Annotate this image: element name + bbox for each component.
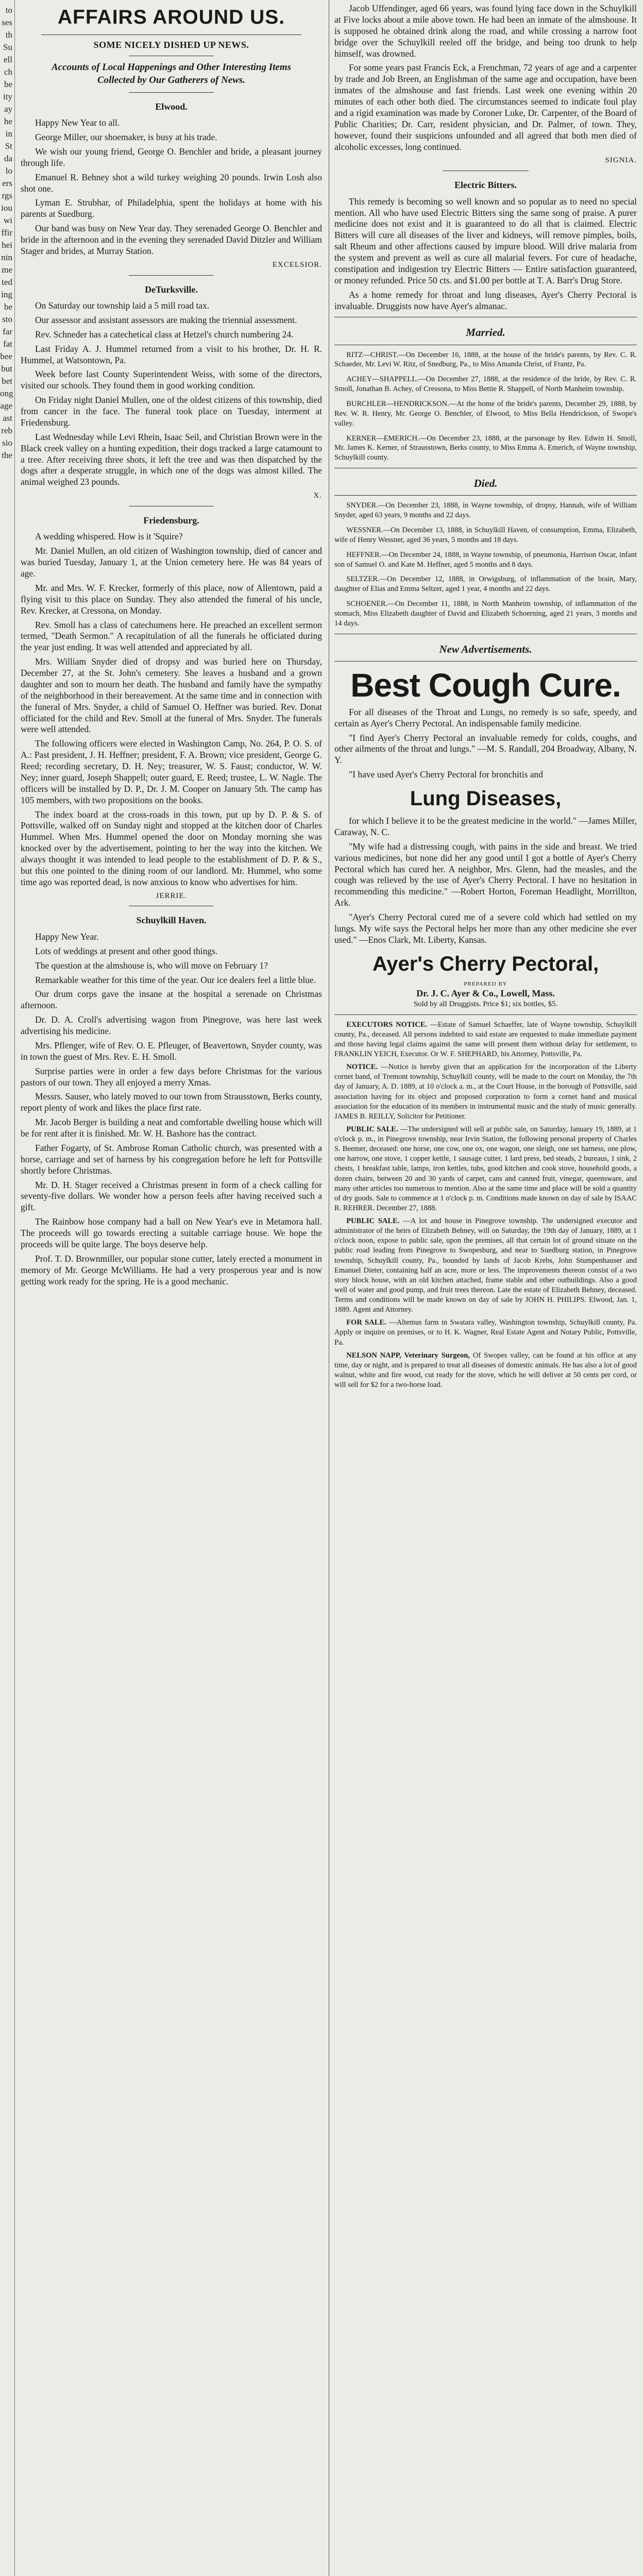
notice-lead: FOR SALE.	[346, 1318, 386, 1327]
paragraph: Week before last County Superintendent Weiss, with some of the directors, visited our schools. They found them in good working condition.	[21, 369, 322, 391]
paragraph: This remedy is becoming so well known and so popular as to need no special mention. All who have used Electric Bitters sing the same song of praise. A purer medicine does not exist and it is guaranteed to do all that is claimed. Electric Bitters will cure all diseases of the liver and kidneys, will remove pimples, boils, salt Rheum and other affections caused by impure blood. Will drive malaria from the system and prevent as well as cure all malarial fevers. For cure of headache, constipation and indigestion try Electric Bitters — Entire satisfaction guaranteed, or money refunded. Price 50 cts. and $1.00 per bottle at T. A. Barr's Drug Store.	[334, 196, 637, 285]
paragraph: George Miller, our shoemaker, is busy at his trade.	[35, 132, 217, 142]
gutter-fragment: fat	[3, 339, 12, 349]
notice-text: —Notice is hereby given that an application for the incorporation of the Liberty cornet band, of Tremont township, Schuylkill county, will be made to the court on Monday, the 7th day of January, A. D. 1889, at 10 o'clock a. m., at the Court House, in the borough of Pottsville, said association having for its object and proposed corporation to form a cornet band and musical association for the education of its members in instrumental music and the study of music generally. JAMES B. REILLY, Solicitor for Petitioner.	[334, 1063, 637, 1121]
paragraph: Surprise parties were in order a few days before Christmas for the various pastors of our town. They all enjoyed a merry Xmas.	[21, 1065, 322, 1088]
signature-deturksville: X.	[313, 492, 322, 500]
notice-lead: NELSON NAPP, Veterinary Surgeon,	[346, 1351, 470, 1360]
paragraph: Mrs. William Snyder died of dropsy and was buried here on Thursday, December 27, at the St. John's cemetery. She leaves a husband and a grown daughter and son to mourn her death. The husband and family have the sympathy of the neighborhood in their bereavement. At the same time and in connection with the funeral of Mrs. Snyder, a child of Samuel O. Heffner was buried. Rev. Donat officiated for the child and Rev. Smoll at the funeral of Mrs. Snyder. The funerals were well attended.	[21, 656, 322, 735]
section-heading-electric-bitters: Electric Bitters.	[454, 180, 517, 191]
legal-notice	[334, 1062, 637, 1122]
ad-title: Best Cough Cure.	[350, 666, 621, 704]
gutter-fragment: wi	[4, 215, 12, 225]
notice-text: Of Swopes valley, can be found at his office at any time, day or night, and is prepared to treat all diseases of domestic animals. He has also a lot of good walnut, white and fire wood, cut ready for the stove, which he will deliver at 50 cents per cord, or will sell for $2 for a two-horse load.	[334, 1351, 637, 1389]
ad-paras	[334, 707, 637, 781]
legal-notice	[334, 1020, 637, 1060]
section-heading-deturksville: DeTurksville.	[145, 284, 198, 295]
column-left	[21, 0, 322, 2576]
section-heading-friedensburg: Friedensburg.	[143, 515, 199, 526]
paragraph: "My wife had a distressing cough, with pains in the side and breast. We tried various medicines, but none did her any good until I got a bottle of Ayer's Cherry Pectoral which has cured her. A neighbor, Mrs. Glenn, had the measles, and the cough was relieved by the use of Ayer's Cherry Pectoral. I have no hesitation in recommending this medicine." —Robert Horton, Foreman Headlight, Morrillton, Ark.	[334, 841, 637, 908]
gutter-fragment: be	[4, 79, 12, 89]
gutter-fragment: ses	[2, 18, 12, 27]
signature-friedensburg: JERRIE.	[156, 891, 187, 900]
gutter-fragment: me	[2, 265, 12, 275]
ad-sold: Sold by all Druggists. Price $1; six bottles, $5.	[413, 999, 558, 1008]
gutter-fragment: ast	[3, 413, 12, 423]
section-heading-schuylkill-haven: Schuylkill Haven.	[136, 915, 207, 926]
paragraph: Lyman E. Strubhar, of Philadelphia, spent the holidays at home with his parents at Suedburg.	[21, 197, 322, 219]
signature-signia: SIGNIA.	[605, 156, 637, 165]
gutter-fragment: rgs	[2, 191, 12, 200]
paragraph: for which I believe it to be the greatest medicine in the world." —James Miller, Caraway, N. C.	[334, 816, 637, 837]
married-list	[334, 350, 637, 463]
paragraph: Dr. D. A. Croll's advertising wagon from Pinegrove, was here last week advertising his medicine.	[21, 1014, 322, 1036]
gutter-fragment: th	[5, 30, 12, 40]
gutter-fragment: bet	[2, 376, 12, 386]
subhead: SOME NICELY DISHED UP NEWS.	[93, 39, 249, 50]
intro-deck: Accounts of Local Happenings and Other Interesting Items Collected by Our Gatherers of News.	[51, 62, 292, 86]
paragraph: "I have used Ayer's Cherry Pectoral for bronchitis and	[349, 769, 544, 780]
gutter-fragment: ffir	[1, 228, 12, 238]
signature-elwood: EXCELSIOR.	[272, 260, 322, 269]
section-heading-married: Married.	[466, 326, 505, 339]
paragraph: KERNER—EMERICH.—On December 23, 1888, at the parsonage by Rev. Edwin H. Smoll, Mr. James K. Kerner, of Strausstown, Berks county, to Miss Emma A. Emerich, of Wayne township, Schuylkill county.	[334, 434, 637, 462]
gutter-fragment: iou	[1, 203, 12, 213]
paragraph: Father Fogarty, of St. Ambrose Roman Catholic church, was presented with a horse, carriage and set of harness by his congregation before he left for Pottsville shortly before Christmas.	[21, 1142, 322, 1176]
gutter-fragment: but	[1, 364, 12, 374]
paragraph: "I find Ayer's Cherry Pectoral an invaluable remedy for colds, coughs, and other ailments of the throat and lungs." —M. S. Randall, 204 Broadway, Albany, N. Y.	[334, 732, 637, 766]
paragraph: Mrs. Pflenger, wife of Rev. O. E. Pfleuger, of Beavertown, Snyder county, was in town the guest of Mrs. Rev. E. H. Smoll.	[21, 1040, 322, 1062]
legal-notice	[334, 1318, 637, 1347]
paragraph: The Rainbow hose company had a ball on New Year's eve in Metamora hall. The proceeds will go towards erecting a suitable carriage house. We hope the proceeds will be quite large. The boys deserve help.	[21, 1216, 322, 1249]
ad-prepared-by: PREPARED BY	[464, 980, 507, 987]
elwood-paras	[21, 117, 322, 257]
gutter-fragment: ity	[3, 92, 12, 101]
paragraph: The following officers were elected in Washington Camp, No. 264, P. O. S. of A.: Past president, J. H. Heffner; president, F. A. Brown; vice president, George G. Reed; recording secretary, D. H. Ney; treasurer, W. S. Faust; conductor, W. W. Ney; inner guard, Joseph Shappell; outer guard, E. Reed; trustee, L. W. Nagle. The officers will be installed by D. P., Dr. J. M. Cooper on January 5th. The camp has 105 members, with two propositions on the books.	[21, 738, 322, 805]
section-heading-elwood: Elwood.	[155, 101, 188, 112]
paragraph: ACHEY—SHAPPELL.—On December 27, 1888, at the residence of the bride, by Rev. C. R. Smoll, Jonathan B. Achey, of Cressona, to Miss Bettie R. Shappell, of North Manheim township.	[334, 375, 637, 394]
gutter-fragment: nin	[1, 252, 12, 262]
legal-notice	[334, 1216, 637, 1315]
paragraph: Our assessor and assistant assessors are making the triennial assessment.	[35, 314, 297, 325]
gutter-fragment: sto	[2, 314, 12, 324]
column-right	[329, 0, 637, 2576]
paragraph: Rev. Smoll has a class of catechumens here. He preached an excellent sermon termed, "Death Sermon." A recapitulation of all the funerals he officiated during the year just ending. It was well attended and appreciated by all.	[21, 619, 322, 653]
gutter-fragment: da	[4, 154, 12, 163]
paragraph: The question at the almshouse is, who will move on February 1?	[35, 960, 268, 971]
paragraph: Mr. D. H. Stager received a Christmas present in form of a check calling for seventy-five dollars. We wonder how a person feels after having received such a gift.	[21, 1179, 322, 1213]
schuylkill-haven-paras	[21, 931, 322, 1287]
paragraph: Happy New Year.	[35, 931, 99, 942]
gutter-fragment: far	[3, 327, 12, 336]
gutter-fragment: Su	[3, 42, 12, 52]
gutter-fragment: ay	[4, 104, 12, 114]
gutter-fragment: in	[5, 129, 12, 139]
paragraph: Mr. Daniel Mullen, an old citizen of Washington township, died of cancer and was buried Tuesday, January 1, at the Union cemetery here. He was 84 years of age.	[21, 546, 322, 579]
section-heading-new-advertisements: New Advertisements.	[439, 642, 532, 655]
masthead: AFFAIRS AROUND US.	[57, 6, 285, 28]
paragraph: BURCHLER—HENDRICKSON.—At the home of the bride's parents, December 29, 1888, by Rev. W. R. Henry, Mr. George O. Benchler, of Elwood, to Miss Bella Hendrickson, of Swope's valley.	[334, 400, 637, 428]
friedensburg-paras	[21, 531, 322, 888]
paragraph: The index board at the cross-roads in this town, put up by D. P. & S. of Pottsville, walked off on Sunday night and stopped at the kitchen door of Charles Hummel. When Mrs. Hummel opened the door on Monday morning she was knocked over by the advertisement, pointing to her the way into the kitchen. We always thought it was intended to lead people to the establishment of D. P. & S., but this one pointed to the dining room of our landlord. Mr. Hummel, who some time ago was reported dead, is now anxious to know who advertises for him.	[21, 809, 322, 887]
paragraph: Rev. Schneder has a catechetical class at Hetzel's church numbering 24.	[35, 329, 294, 340]
paragraph: Our band was busy on New Year day. They serenaded George O. Benchler and bride in the afternoon and in the evening they serenaded David Ditzler and William Stager and brides, at Murray Station.	[21, 223, 322, 256]
gutter-fragment: ers	[2, 178, 12, 188]
gutter-fragment: ch	[4, 67, 12, 77]
died-list	[334, 501, 637, 628]
paragraph: Mr. and Mrs. W. F. Krecker, formerly of this place, now of Allentown, paid a flying visit to this place on Sunday. They also attended the funeral of his uncle, Rev. Krecker, at Cressona, on Monday.	[21, 582, 322, 616]
gutter-fragment: sio	[2, 438, 12, 448]
legal-notice	[334, 1351, 637, 1391]
paragraph: As a home remedy for throat and lung diseases, Ayer's Cherry Pectoral is invaluable. Druggists now have Ayer's almanac.	[334, 289, 637, 311]
notice-text: —Altemus farm in Swatara valley, Washington township, Schuylkill county, Pa. Apply or inquire on premises, or to H. K. Wagner, Real Estate Agent and Notary Public, Pottsville, Pa.	[334, 1318, 637, 1347]
ad-subhead-pectoral: Ayer's Cherry Pectoral,	[372, 952, 599, 975]
gutter-fragment: he	[4, 116, 12, 126]
gutter-fragment: ted	[2, 277, 12, 287]
paragraph: Lots of weddings at present and other good things.	[35, 945, 218, 956]
legal-notices	[334, 1020, 637, 1391]
left-gutter-fragments	[0, 0, 15, 2576]
gutter-fragment: ell	[4, 55, 12, 64]
gutter-fragment: ing	[1, 290, 12, 299]
paragraph: Jacob Uffendinger, aged 66 years, was found lying face down in the Schuylkill at Five locks about a mile above town. He had been an inmate of the almshouse. It is supposed he obtained drink along the road, and while crossing a narrow foot bridge over the Schuylkill reeled off the bridge, and being too drunk to help himself, was drowned.	[334, 3, 637, 59]
gutter-fragment: be	[4, 302, 12, 312]
notice-lead: NOTICE.	[346, 1063, 378, 1072]
electric-paras	[334, 196, 637, 312]
opening-paras	[334, 3, 637, 152]
ad-paras-2	[334, 816, 637, 946]
gutter-fragment: the	[2, 450, 12, 460]
paragraph: On Friday night Daniel Mullen, one of the oldest citizens of this township, died from cancer in the face. The funeral took place on Tuesday, interment at Friedensburg.	[21, 395, 322, 428]
paragraph: Happy New Year to all.	[35, 117, 120, 128]
gutter-fragment: reb	[1, 426, 12, 435]
paragraph: Remarkable weather for this time of the year. Our ice dealers feel a little blue.	[35, 974, 316, 985]
legal-notice	[334, 1125, 637, 1213]
gutter-fragment: St	[5, 141, 12, 151]
notice-lead: PUBLIC SALE.	[346, 1125, 398, 1133]
ad-firm: Dr. J. C. Ayer & Co., Lowell, Mass.	[416, 988, 555, 999]
paragraph: HEFFNER.—On December 24, 1888, in Wayne township, of pneumonia, Harrison Oscar, infant son of Samuel O. and Kate M. Heffner, aged 5 months and 8 days.	[334, 550, 637, 569]
paragraph: SCHOENER.—On December 11, 1888, in North Manheim township, of inflammation of the stomach, Miss Elizabeth daughter of David and Elizabeth Schoerning, aged 21 years, 3 months and 14 days.	[334, 600, 637, 628]
paragraph: For all diseases of the Throat and Lungs, no remedy is so safe, speedy, and certain as Ayer's Cherry Pectoral. An indispensable family medicine.	[334, 706, 637, 728]
paragraph: We wish our young friend, George O. Benchler and bride, a pleasant journey through life.	[21, 146, 322, 168]
paragraph: A wedding whispered. How is it 'Squire?	[35, 531, 183, 542]
paragraph: Last Wednesday while Levi Rhein, Isaac Seil, and Christian Brown were in the Black creek valley on a hunting expedition, their dogs tracked a large catamount to a tree. After receiving three shots, it left the tree and was then dispatched by the dogs after a desperate struggle, in which one of the dogs was almost killed. The animal weighed 23 pounds.	[21, 431, 322, 487]
notice-text: —The undersigned will sell at public sale, on Saturday, January 19, 1889, at 1 o'clock p. m., in Pinegrove township, near Irvin Station, the following personal property of Charles S. Beemer, deceased: one horse, one cow, one ox, one wagon, one sleigh, one set harness, one plow, one harrow, one stove, 1 copper kettle, 1 sausage cutter, 1 lard press, bed steads, 2 bureaus, 1 sink, 2 chests, 1 breakfast table, lamps, iron kettles, tubs, good kitchen and cook stove, household goods, a dozen chairs, between 20 and 30 yards of carpet, cans and canned fruit, vinegar, queensware, and many other articles too numerous to mention. Also at the same time and place will be sold a quantity of dry goods. Sale to commence at 1 o'clock p. m. Conditions made known on day of sale by ISAAC R. REHRER. December 27, 1888.	[334, 1125, 637, 1212]
gutter-fragment: lo	[5, 166, 12, 176]
paragraph: Prof. T. D. Brownmiller, our popular stone cutter, lately erected a monument in memory of Mr. George McWilliams. He had a very prosperous year and is now getting work ready for the spring. He is a good mechanic.	[21, 1253, 322, 1286]
paragraph: "Ayer's Cherry Pectoral cured me of a severe cold which had settled on my lungs. My wife says the Pectoral helps her more than any other medicine she ever used." —Enos Clark, Mt. Liberty, Kansas.	[334, 912, 637, 945]
paragraph: On Saturday our township laid a 5 mill road tax.	[35, 300, 210, 311]
gutter-fragment: bee	[0, 351, 12, 361]
paragraph: For some years past Francis Eck, a Frenchman, 72 years of age and a carpenter by trade and Job Breen, an Englishman of the same age and occupation, have been inmates of the almshouse and fast friends. Last week one evening within 20 minutes of each other both died. The circumstances seemed to indicate foul play and a rigid examination was made by Coroner Luke, Dr. Carpenter, of the Board of Public Charities; Dr. Carr, resident physician, and Dr. Palmer, of town. They, however, found their suspicions unfounded and all agreed that both men died of alcoholic excesses, long continued.	[334, 62, 637, 152]
gutter-fragment: ong	[0, 388, 13, 398]
ad-subhead-lung: Lung Diseases,	[410, 787, 562, 810]
section-heading-died: Died.	[473, 477, 498, 490]
paragraph: Our drum corps gave the insane at the hospital a serenade on Christmas afternoon.	[21, 989, 322, 1011]
paragraph: RITZ—CHRIST.—On December 16, 1888, at the house of the bride's parents, by Rev. C. R. Schaeder, Mr. Levi W. Ritz, of Snedburg, Pa., to Miss Amanda Christ, of Frantz, Pa.	[334, 350, 637, 369]
paragraph: SNYDER.—On December 23, 1888, in Wayne township, of dropsy, Hannah, wife of William Snyder, aged 63 years, 9 months and 22 days.	[334, 501, 637, 520]
gutter-fragment: to	[5, 5, 12, 15]
gutter-fragment: age	[0, 401, 12, 411]
paragraph: Last Friday A. J. Hummel returned from a visit to his brother, Dr. H. R. Hummel, at Watsontown, Pa.	[21, 343, 322, 365]
notice-lead: PUBLIC SALE.	[346, 1217, 400, 1226]
notice-text: —A lot and house in Pinegrove township. The undersigned executor and administrator of the heirs of Elizabeth Behney, will on Saturday, the 19th day of January, 1889, at 1 o'clock noon, expose to public sale, upon the premises, all that certain lot of ground situate on the public road leading from Pinegrove to Swopesburg, and near to Suedburg station, in Pinegrove township, Schuylkill county, Pa., bounded by lands of Jacob Krebs, John Stumpenhauser and Emanuel Dieter, containing half an acre, more or less. The improvements thereon consist of a two story block house, with an old kitchen attached, frame stable and other outbuildings. Also a good well of water and good pump, and fruit trees thereon. Late the estate of Elizabeth Behney, deceased. Terms and conditions will be made known on day of sale by JOHN H. PHILIPS. Elwood, Jan. 1, 1889. Agent and Attorney.	[334, 1217, 637, 1314]
paragraph: Emanuel R. Behney shot a wild turkey weighing 20 pounds. Irwin Losh also shot one.	[21, 172, 322, 194]
notice-text: —Estate of Samuel Schaeffer, late of Wayne township, Schuylkill county, Pa., deceased. All persons indebted to said estate are requested to make immediate payment and those having legal claims against the same will present them without delay for settlement, to FRANKLIN YEICH, Executor. Or W. F. SHEPHARD, his Attorney, Pottsville, Pa.	[334, 1020, 637, 1059]
deturksville-paras	[21, 300, 322, 488]
paragraph: Mr. Jacob Berger is building a neat and comfortable dwelling house which will be for rent after it is finished. Mr. W. H. Bashore has the contract.	[21, 1117, 322, 1139]
paragraph: WESSNER.—On December 13, 1888, in Schuylkill Haven, of consumption, Emma, Elizabeth, wife of Henry Wessner, aged 36 years, 5 months and 18 days.	[334, 526, 637, 544]
paragraph: SELTZER.—On December 12, 1888, in Orwigsburg, of inflammation of the brain, Mary, daughter of Elias and Emma Seltzer, aged 1 year, 4 months and 22 days.	[334, 575, 637, 594]
paragraph: Messrs. Sauser, who lately moved to our town from Strausstown, Berks county, report plenty of work and likes the place first rate.	[21, 1091, 322, 1113]
gutter-fragment: hei	[2, 240, 12, 250]
notice-lead: EXECUTORS NOTICE.	[346, 1020, 428, 1029]
